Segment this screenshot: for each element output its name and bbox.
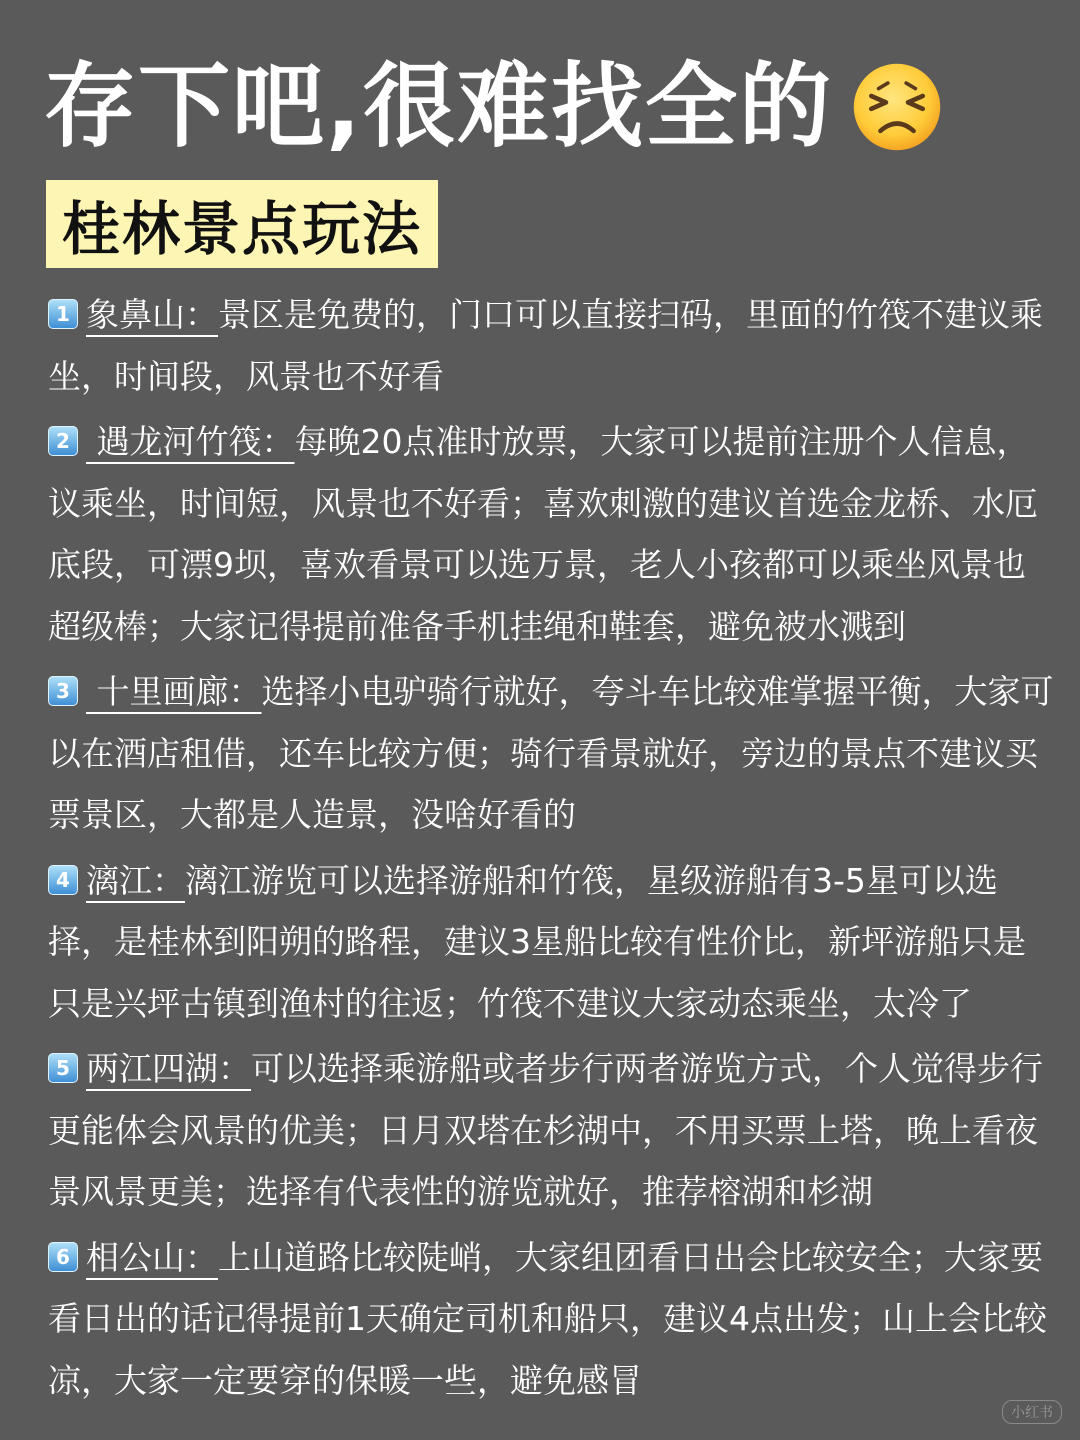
subtitle-highlight [46,180,438,268]
item-text: 选择小电驴骑行就好，夸斗车比较难掌握平衡，大家可以在酒店租借，还车比较方便；骑行看景就好，旁边的景点不建议买票景区，大都是人造景，没啥好看的 [48,672,1054,834]
attraction-list [48,284,1058,1415]
list-item [48,411,1058,657]
watermark: 小红书 [1002,1400,1062,1424]
keycap-number-icon: 2 [48,426,78,456]
keycap-number-icon: 5 [48,1053,78,1083]
item-name: 遇龙河竹筏： [86,422,295,461]
item-name: 相公山： [86,1237,218,1277]
title-row [44,52,943,162]
item-text: 漓江游览可以选择游船和竹筏，星级游船有3-5星可以选择，是桂林到阳朔的路程，建议3星船比较有性价比，新坪游船只是只是兴坪古镇到渔村的往返；竹筏不建议大家动态乘坐，太冷了 [48,860,1026,1023]
item-name: 象鼻山： [86,295,218,334]
item-name: 两江四湖： [86,1049,251,1088]
item-text: 景区是免费的，门口可以直接扫码，里面的竹筏不建议乘坐，时间段，风景也不好看 [48,295,1043,396]
persevering-face-emoji-icon [851,61,943,153]
keycap-number-icon: 6 [48,1242,78,1272]
list-item [48,284,1058,407]
keycap-number-icon: 4 [48,865,78,895]
item-text: 每晚20点准时放票，大家可以提前注册个人信息，议乘坐，时间短，风景也不好看；喜欢刺激的建议首选金龙桥、水厄底段，可漂9坝，喜欢看景可以选万景，老人小孩都可以乘坐风景也超级棒；大家记得提前准备手机挂绳和鞋套，避免被水溅到 [48,422,1038,646]
item-text: 上山道路比较陡峭，大家组团看日出会比较安全；大家要看日出的话记得提前1天确定司机和船只，建议4点出发；山上会比较凉，大家一定要穿的保暖一些，避免感冒 [48,1237,1047,1400]
keycap-number-icon: 1 [48,299,78,329]
list-item [48,1038,1058,1223]
keycap-number-icon: 3 [48,676,78,706]
subtitle: 桂林景点玩法 [62,195,423,263]
item-text: 可以选择乘游船或者步行两者游览方式，个人觉得步行更能体会风景的优美；日月双塔在杉湖中，不用买票上塔，晚上看夜景风景更美；选择有代表性的游览就好，推荐榕湖和杉湖 [48,1049,1043,1211]
list-item [48,1227,1058,1412]
list-item [48,850,1058,1035]
list-item [48,661,1058,846]
item-name: 十里画廊： [86,672,262,711]
page-title: 存下吧,很难找全的 [44,53,833,160]
item-name: 漓江： [86,860,185,900]
